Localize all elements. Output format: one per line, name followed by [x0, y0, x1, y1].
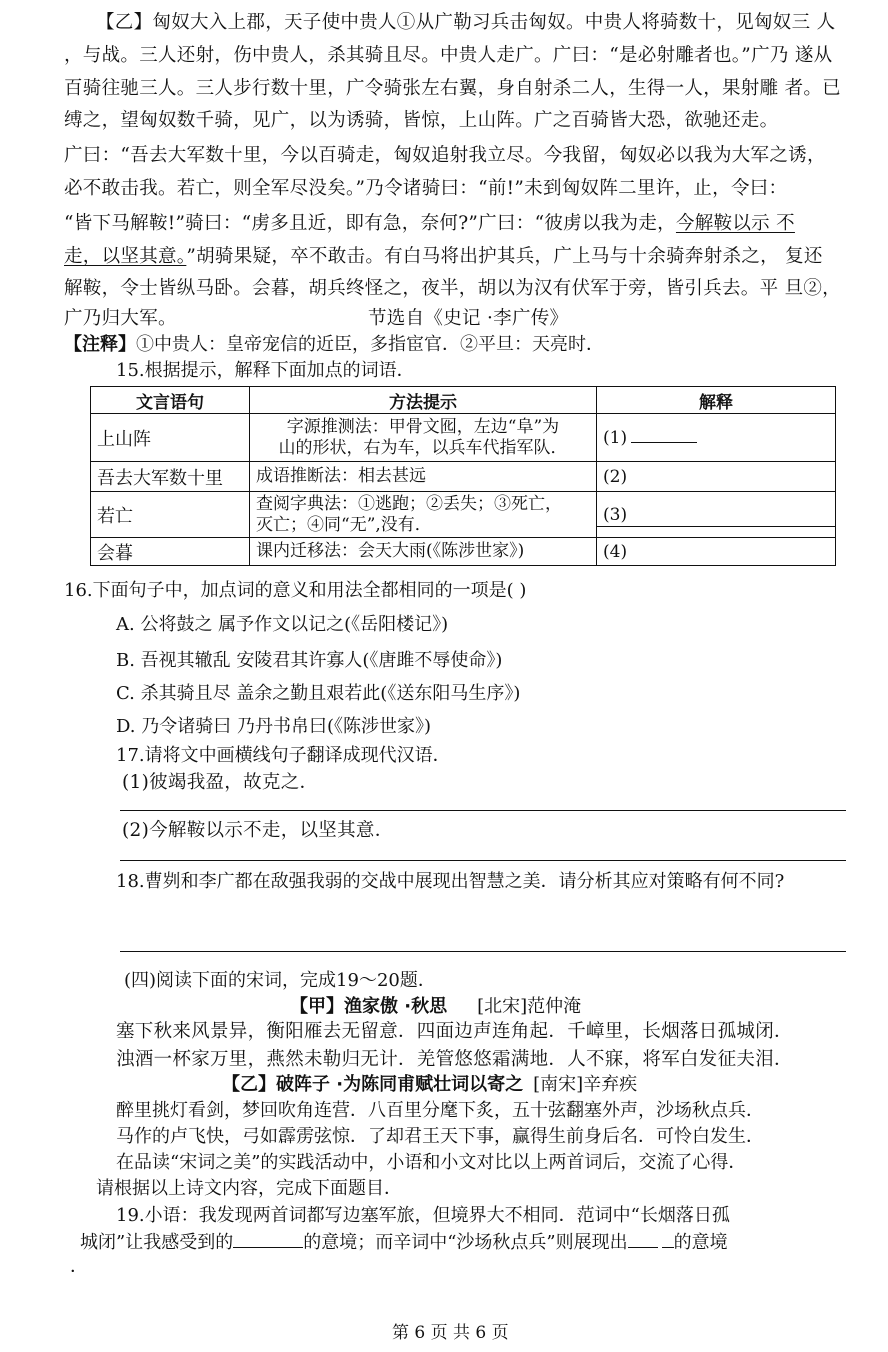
table-header: 文言语句 — [91, 387, 250, 414]
hint-cell: 成语推断法：相去甚远 — [250, 462, 597, 492]
poem-author: [北宋]范仲淹 — [477, 996, 582, 1017]
intro-line: 在品读“宋词之美”的实践活动中，小语和小文对比以上两首词后，交流了心得． — [116, 1152, 747, 1173]
hint-cell: 课内迁移法：会天大雨(《陈涉世家》) — [250, 538, 597, 566]
poem-title-line — [290, 996, 581, 1018]
question-18-prompt: 18.曹刿和李广都在敌强我弱的交战中展现出智慧之美．请分析其应对策略有何不同? — [116, 871, 785, 892]
answer-cell[interactable] — [597, 414, 836, 462]
section-heading: (四)阅读下面的宋词，完成19～20题． — [124, 970, 436, 991]
answer-number: (2) — [603, 466, 628, 487]
hint-cell — [250, 414, 597, 462]
hint-line: 查阅字典法：①逃跑；②丢失；③死亡， — [256, 493, 562, 514]
passage-line: 解鞍，令士皆纵马卧。会暮，胡兵终怪之，夜半，胡以为汉有伏军于旁，皆引兵去。平 旦②， — [64, 278, 841, 299]
answer-blank[interactable] — [631, 428, 697, 443]
option-a[interactable]: A. 公将鼓之 属予作文以记之(《岳阳楼记》) — [116, 614, 449, 635]
table-row — [91, 492, 836, 538]
q19-text: 城闭”让我感受到的 — [80, 1232, 234, 1253]
hint-cell — [250, 492, 597, 538]
intro-line: 请根据以上诗文内容，完成下面题目． — [96, 1178, 402, 1199]
page-number: 第 6 页 共 6 页 — [392, 1323, 509, 1343]
fill-blank[interactable] — [233, 1231, 303, 1248]
poem-title-line — [222, 1074, 637, 1096]
notes — [64, 334, 604, 356]
cell-divider — [597, 526, 835, 527]
table-row — [91, 462, 836, 492]
phrase-cell: 若亡 — [91, 492, 250, 538]
table-header: 解释 — [597, 387, 836, 414]
passage-line-text: ”胡骑果疑，卒不敢击。有白马将出护其兵，广上马与十余骑奔射杀之， 复还 — [186, 246, 823, 267]
translation-item: (2)今解鞍以示不走，以坚其意． — [122, 820, 394, 841]
passage-line: 广乃归大军。 — [64, 308, 177, 329]
poem-line: 醉里挑灯看剑，梦回吹角连营．八百里分麾下炙，五十弦翻塞外声，沙场秋点兵． — [116, 1100, 764, 1121]
passage-line: 缚之，望匈奴数千骑，见广，以为诱骑，皆惊，上山阵。广之百骑皆大恐，欲驰还走。 — [64, 110, 779, 131]
fill-blank[interactable] — [628, 1231, 658, 1248]
poem-title: 【甲】渔家傲 ·秋思 — [290, 996, 448, 1017]
question-17-prompt: 17.请将文中画横线句子翻译成现代汉语． — [116, 745, 451, 766]
passage-line: 广曰：“吾去大军数十里，今以百骑走，匈奴追射我立尽。今我留，匈奴必以我为大军之诱， — [64, 145, 826, 166]
translation-item: (1)彼竭我盈，故克之． — [122, 772, 319, 793]
notes-label: 【注释】 — [64, 334, 136, 355]
passage-line: 百骑往驰三人。三人步行数十里，广令骑张左右翼，身自射杀二人，生得一人，果射雕 者。已 — [64, 78, 841, 99]
passage-line: 【乙】匈奴大入上郡，天子使中贵人①从广勒习兵击匈奴。中贵人将骑数十，见匈奴三 人 — [96, 12, 836, 33]
passage-line: 必不敢击我。若亡，则全军尽没矣。”乃令诸骑曰：“前!”未到匈奴阵二里许，止，令曰： — [64, 178, 788, 199]
question-19-line — [80, 1231, 728, 1254]
underlined-sentence: 今解鞍以示 不 — [675, 213, 795, 234]
passage-line — [64, 246, 823, 268]
answer-number: (3) — [603, 504, 628, 525]
poem-line: 浊酒一杯家万里，燕然未勒归无计．羌管悠悠霜满地．人不寐，将军白发征夫泪． — [116, 1049, 793, 1070]
answer-cell[interactable] — [597, 462, 836, 492]
hint-line: 字源推测法：甲骨文囮，左边“阜”为 — [286, 416, 560, 437]
phrase-cell: 会暮 — [91, 538, 250, 566]
option-c[interactable]: C. 杀其骑且尽 盖余之勤且艰若此(《送东阳马生序》) — [116, 683, 521, 704]
answer-number: (1) — [603, 427, 628, 448]
hint-line: 灭亡；④同“无”,没有． — [256, 514, 432, 535]
table-row — [91, 414, 836, 462]
passage-line — [64, 213, 795, 235]
answer-cell[interactable] — [597, 538, 836, 566]
question-19-line: 19.小语：我发现两首词都写边塞军旅，但境界大不相同．范词中“长烟落日孤 — [116, 1205, 730, 1226]
method-table — [90, 386, 836, 566]
table-header: 方法提示 — [250, 387, 597, 414]
passage-line-text: “皆下马解鞍!”骑曰：“虏多且近，即有急，奈何?”广曰：“彼虏以我为走， — [64, 213, 676, 234]
question-19-line: ． — [70, 1256, 88, 1277]
answer-line[interactable] — [120, 860, 846, 861]
table-header-row — [91, 387, 836, 414]
passage-line: ，与战。三人还射，伤中贵人，杀其骑且尽。中贵人走广。广曰：“是必射雕者也。”广乃 遂从 — [64, 45, 833, 66]
option-b[interactable]: B. 吾视其辙乱 安陵君其许寡人(《唐雎不辱使命》) — [116, 650, 503, 671]
answer-number: (4) — [603, 541, 628, 562]
underlined-sentence: 走，以坚其意。 — [64, 246, 187, 267]
phrase-cell: 吾去大军数十里 — [91, 462, 250, 492]
poem-line: 马作的卢飞快，弓如霹雳弦惊．了却君王天下事，赢得生前身后名．可怜白发生． — [116, 1126, 764, 1147]
question-16-prompt: 16.下面句子中，加点词的意义和用法全都相同的一项是( ) — [64, 580, 527, 601]
hint-line: 山的形状，右为车，以兵车代指军队． — [278, 437, 568, 458]
phrase-cell: 上山阵 — [91, 414, 250, 462]
passage-source: 节选自《史记 ·李广传》 — [368, 308, 569, 329]
question-15-prompt: 15.根据提示，解释下面加点的词语． — [116, 360, 415, 381]
fill-blank[interactable] — [662, 1231, 674, 1248]
poem-author: [南宋]辛弃疾 — [533, 1074, 638, 1095]
answer-cell[interactable] — [597, 492, 836, 538]
q19-text: 的意境；而辛词中“沙场秋点兵”则展现出 — [303, 1232, 628, 1253]
notes-text: ①中贵人：皇帝宠信的近臣，多指宦官．②平旦：天亮时． — [136, 334, 604, 355]
table-row — [91, 538, 836, 566]
answer-line[interactable] — [120, 810, 846, 811]
answer-line[interactable] — [120, 951, 846, 952]
poem-line: 塞下秋来风景异，衡阳雁去无留意．四面边声连角起．千嶂里，长烟落日孤城闭． — [116, 1021, 793, 1042]
option-d[interactable]: D. 乃令诸骑曰 乃丹书帛曰(《陈涉世家》) — [116, 716, 431, 737]
q19-text: 的意境 — [673, 1232, 728, 1253]
poem-title: 【乙】破阵子 ·为陈同甫赋壮词以寄之 — [222, 1074, 524, 1095]
